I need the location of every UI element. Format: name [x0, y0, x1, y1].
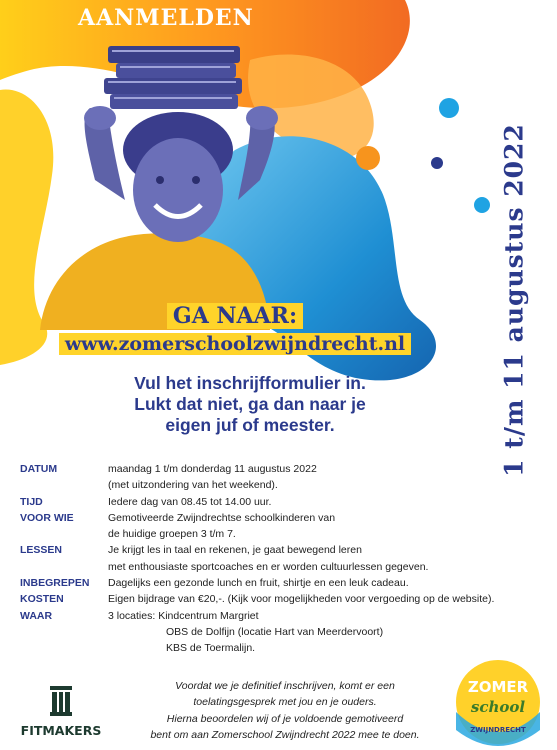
- intro-line: Lukt dat niet, ga dan naar je: [134, 394, 366, 414]
- intro-line: eigen juf of meester.: [165, 415, 335, 435]
- info-row-lessen: [20, 542, 494, 558]
- info-row-kosten: [20, 591, 494, 607]
- cta-ga-naar-text: GA NAAR:: [167, 303, 303, 329]
- page-title: AANMELDEN: [78, 5, 254, 31]
- dot-blue-large: [439, 98, 459, 118]
- info-value: 3 locaties: Kindcentrum Margriet: [108, 609, 259, 622]
- info-value: (met uitzondering van het weekend).: [108, 479, 278, 492]
- info-value: OBS de Dolfijn (locatie Hart van Meerdervoort): [166, 625, 384, 638]
- boy-eye-left: [156, 176, 164, 184]
- fitmakers-logo: [12, 686, 110, 738]
- boy-hand-right: [246, 106, 278, 130]
- info-row-inbegrepen: [20, 575, 494, 591]
- dot-blue-small: [474, 197, 490, 213]
- info-label: TIJD: [20, 495, 43, 508]
- intro-line: Vul het inschrijfformulier in.: [134, 373, 366, 393]
- cta-url: [0, 333, 470, 355]
- info-row-waar-cont: [20, 624, 494, 640]
- boy-eye-right: [192, 176, 200, 184]
- info-value: Dagelijks een gezonde lunch en fruit, shirtje en een leuk cadeau.: [108, 577, 409, 590]
- info-row-voor-wie: [20, 510, 494, 526]
- info-value: Iedere dag van 08.45 tot 14.00 uur.: [108, 495, 272, 508]
- intro-text: [0, 373, 500, 436]
- closing-line: bent om aan Zomerschool Zwijndrecht 2022 mee te doen.: [150, 728, 420, 741]
- info-row-lessen-cont: [20, 559, 494, 575]
- info-label: LESSEN: [20, 544, 63, 557]
- zwijndrecht-logo-word: ZWIJNDRECHT: [470, 726, 526, 734]
- info-row-tijd: [20, 494, 494, 510]
- dot-orange: [356, 146, 380, 170]
- zomerschool-logo: [440, 652, 557, 750]
- info-value: maandag 1 t/m donderdag 11 augustus 2022: [108, 463, 317, 475]
- info-row-datum-cont: [20, 477, 494, 493]
- info-row-voor-wie-cont: [20, 526, 494, 542]
- zomer-logo-word: ZOMER: [467, 678, 529, 696]
- info-value: Je krijgt les in taal en rekenen, je gaat bewegend leren: [108, 544, 362, 557]
- fitmakers-name: FITMAKERS: [20, 723, 102, 738]
- info-value: de huidige groepen 3 t/m 7.: [108, 528, 236, 541]
- info-row-datum: [20, 461, 494, 477]
- closing-line: Voordat we je definitief inschrijven, komt er een: [175, 680, 395, 692]
- info-row-waar: [20, 608, 494, 624]
- boy-hand-left: [84, 106, 116, 130]
- info-row-waar-cont: [20, 640, 494, 656]
- info-label: WAAR: [20, 609, 53, 622]
- closing-line: Hierna beoordelen wij of je voldoende gemotiveerd: [166, 712, 404, 725]
- info-label: KOSTEN: [20, 593, 64, 606]
- info-value: met enthousiaste sportcoaches en er worden cultuurlessen gegeven.: [108, 560, 429, 573]
- info-label: DATUM: [20, 463, 58, 475]
- info-table: [20, 461, 494, 657]
- closing-text: [125, 678, 445, 743]
- info-value: Eigen bijdrage van €20,-. (Kijk voor mogelijkheden voor vergoeding op de website).: [108, 593, 495, 606]
- cta-ga-naar: [0, 303, 470, 329]
- website-link[interactable]: www.zomerschoolzwijndrecht.nl: [59, 333, 411, 355]
- dot-navy: [431, 157, 443, 169]
- books-stack: [104, 46, 242, 109]
- info-value: Gemotiveerde Zwijndrechtse schoolkinderen van: [108, 511, 336, 524]
- fitmakers-icon: [50, 686, 72, 716]
- info-label: INBEGREPEN: [20, 577, 90, 590]
- boy-face: [133, 138, 223, 242]
- school-logo-word: school: [470, 698, 526, 716]
- info-value: KBS de Toermalijn.: [166, 642, 256, 655]
- info-label: VOOR WIE: [20, 511, 74, 524]
- closing-line: toelatingsgesprek met jou en je ouders.: [193, 696, 377, 709]
- date-vertical: 1 t/m 11 augustus 2022: [499, 123, 529, 477]
